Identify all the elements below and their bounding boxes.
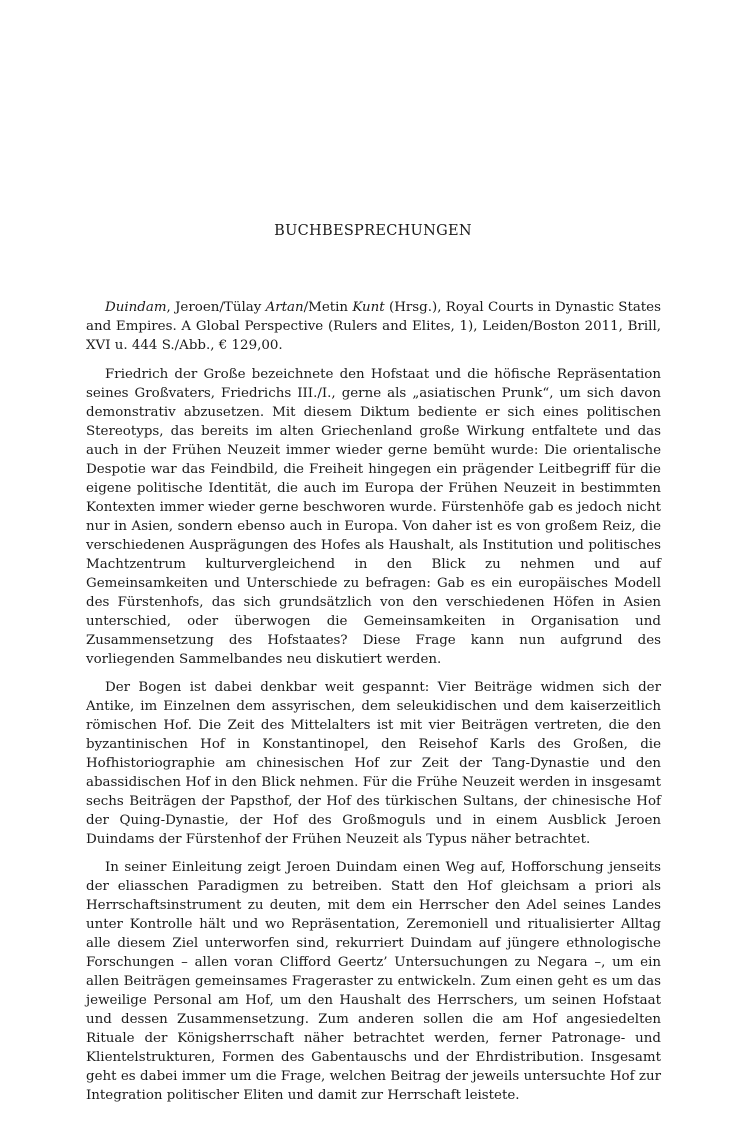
bibliographic-citation [86, 298, 661, 355]
review-paragraph: Der Bogen ist dabei denkbar weit gespannt: Vier Beiträge widmen sich der Antike, im Einzelnen dem assyrischen, dem seleukidischen und dem kaiserzeitlich römischen Hof. Die Zeit des Mittelalters ist mit vier Beiträgen vertreten, die den byzantinischen Hof in Konstantinopel, den Reisehof Karls des Großen, die Hofhistoriographie am chinesischen Hof zur Zeit der Tang-Dynastie und den abassidischen Hof in den Blick nehmen. Für die Frühe Neuzeit werden in insgesamt sechs Beiträgen der Papsthof, der Hof des türkischen Sultans, der chinesische Hof der Quing-Dynastie, der Hof des Großmoguls und in einem Ausblick Jeroen Duindams der Fürstenhof der Frühen Neuzeit als Typus näher betrachtet. [86, 680, 661, 847]
review-paragraph: Friedrich der Große bezeichnete den Hofstaat und die höfische Repräsentation seines Großvaters, Friedrichs III./I., gerne als „asiatischen Prunk“, um sich davon demonstrativ abzusetzen. Mit diesem Diktum bediente er sich eines politischen Stereotyps, das bereits im alten Griechenland große Wirkung entfaltete und das auch in der Frühen Neuzeit immer wieder gerne bemüht wurde: Die orientalische Despotie war das Feindbild, die Freiheit hingegen ein prägender Leitbegriff für die eigene politische Identität, die auch im Europa der Frühen Neuzeit in bestimmten Kontexten immer wieder gerne beschworen wurde. Fürstenhöfe gab es jedoch nicht nur in Asien, sondern ebenso auch in Europa. Von daher ist es von großem Reiz, die verschiedenen Ausprägungen des Hofes als Haushalt, als Institution und politisches Machtzentrum kulturvergleichend in den Blick zu nehmen und auf Gemeinsamkeiten und Unterschiede zu befragen: Gab es ein europäisches Modell des Fürstenhofs, das sich grundsätzlich von den verschiedenen Höfen in Asien unterschied, oder überwogen die Gemeinsamkeiten in Organisation und Zusammensetzung des Hofstaates? Diese Frage kann nun aufgrund des vorliegenden Sammelbandes neu diskutiert werden. [86, 367, 661, 667]
author-surname: Duindam [105, 300, 167, 315]
review-paragraph: In seiner Einleitung zeigt Jeroen Duindam einen Weg auf, Hofforschung jenseits der eliasschen Paradigmen zu betreiben. Statt den Hof gleichsam a priori als Herrschaftsinstrument zu deuten, mit dem ein Herrscher den Adel seines Landes unter Kontrolle hält und wo Repräsentation, Zeremoniell und ritualisierter Alltag alle diesem Ziel unterworfen sind, rekurriert Duindam auf jüngere ethnologische Forschungen – allen voran Clifford Geertz’ Untersuchungen zu Negara –, um ein allen Beiträgen gemeinsames Frageraster zu entwickeln. Zum einen geht es um das jeweilige Personal am Hof, um den Haushalt des Herrschers, um seinen Hofstaat und dessen Zusammensetzung. Zum anderen sollen die am Hof angesiedelten Rituale der Königsherrschaft näher betrachtet werden, ferner Patronage- und Klientelstrukturen, Formen des Gabentauschs und der Ehrdistribution. Insgesamt geht es dabei immer um die Frage, welchen Beitrag der jeweils untersuchte Hof zur Integration politischer Eliten und damit zur Herrschaft leistete. [86, 860, 661, 1103]
author-surname: Kunt [352, 300, 385, 315]
author-surname: Artan [265, 300, 304, 315]
author-given: /Metin [303, 300, 353, 315]
author-given: , Jeroen/Tülay [166, 300, 266, 315]
citation-details: (Hrsg.), Royal Courts in Dynastic States and Empires. A Global Perspective (Rulers and Elites, 1), Leiden/Boston 2011, Brill, XVI u. 444 S./Abb., € 129,00. [86, 300, 661, 353]
section-heading: BUCHBESPRECHUNGEN [274, 223, 472, 239]
review-body [86, 365, 661, 1114]
citation-paragraph [86, 298, 661, 355]
